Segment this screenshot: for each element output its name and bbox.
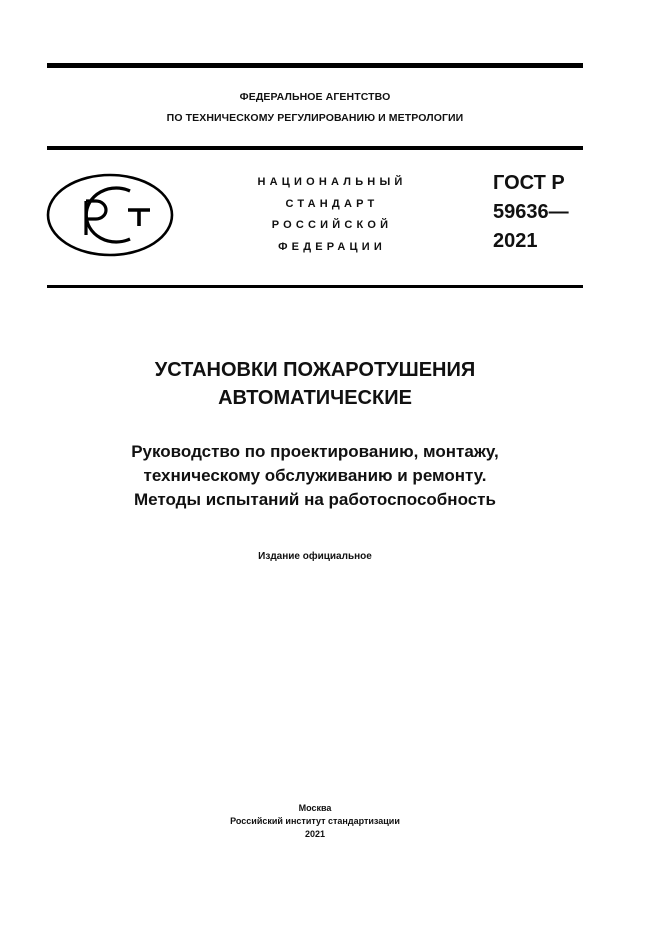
designation-line-2: 59636—	[493, 201, 569, 223]
document-subtitle	[47, 440, 583, 512]
standard-designation	[493, 169, 569, 256]
title-line-2: АВТОМАТИЧЕСКИЕ	[218, 387, 412, 409]
rst-logo-icon	[46, 173, 174, 257]
document-title	[47, 356, 583, 412]
standard-label-line-2: СТАНДАРТ	[285, 197, 379, 210]
top-rule	[47, 63, 583, 68]
standard-label-line-4: ФЕДЕРАЦИИ	[278, 240, 386, 253]
subtitle-line-1: Руководство по проектированию, монтажу,	[131, 442, 499, 461]
imprint-city: Москва	[298, 803, 332, 813]
header-rule	[47, 146, 583, 150]
edition-label: Издание официальное	[258, 551, 372, 562]
agency-name-line-2: ПО ТЕХНИЧЕСКОМУ РЕГУЛИРОВАНИЮ И МЕТРОЛОГИИ	[166, 112, 464, 124]
title-line-1: УСТАНОВКИ ПОЖАРОТУШЕНИЯ	[154, 359, 476, 381]
imprint	[47, 802, 583, 841]
subtitle-line-3: Методы испытаний на работоспособность	[134, 490, 496, 509]
national-standard-label	[238, 172, 426, 258]
subtitle-line-2: техническому обслуживанию и ремонту.	[143, 466, 487, 485]
standard-label-line-3: РОССИЙСКОЙ	[271, 219, 393, 231]
imprint-publisher: Российский институт стандартизации	[230, 816, 400, 826]
imprint-year: 2021	[304, 829, 326, 839]
standard-label-line-1: НАЦИОНАЛЬНЫЙ	[257, 176, 407, 188]
mid-rule	[47, 285, 583, 288]
rst-logo-graphic	[46, 173, 174, 257]
agency-name-line-1: ФЕДЕРАЛЬНОЕ АГЕНТСТВО	[239, 91, 391, 103]
designation-line-3: 2021	[493, 230, 538, 252]
designation-line-1: ГОСТ Р	[493, 172, 565, 194]
